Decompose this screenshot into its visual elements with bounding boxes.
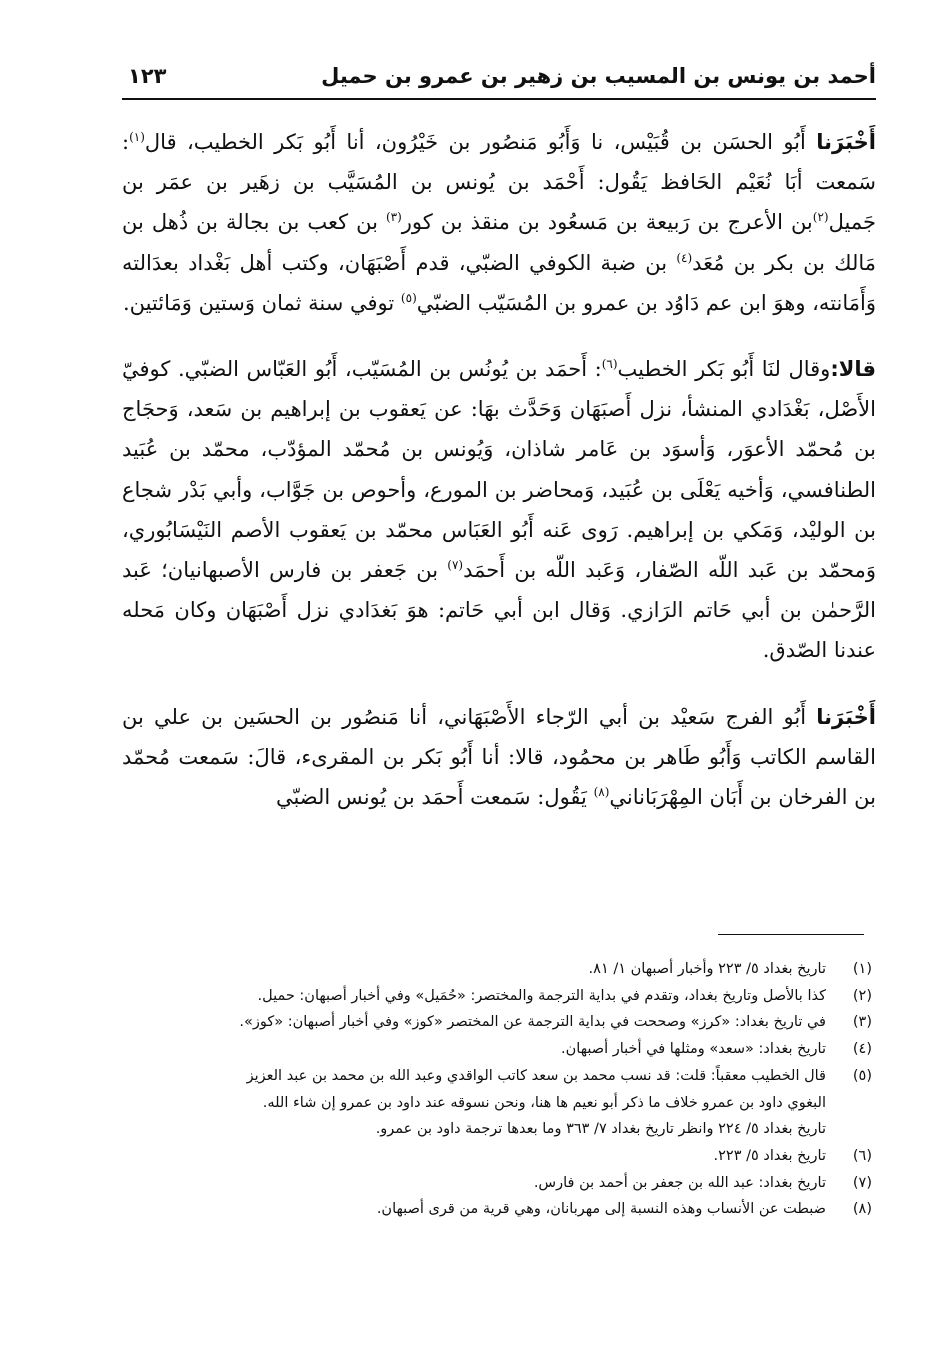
page-header	[122, 60, 876, 100]
footnote-ref: (٤)	[676, 250, 693, 265]
footnote-number: (٢)	[852, 987, 872, 1004]
footnote-number: (٤)	[852, 1041, 872, 1058]
footnote-number: (٦)	[852, 1147, 872, 1164]
footnote-1	[122, 956, 872, 983]
paragraph-text: أَبُو الحسَن بن قُبَيْس، نا وَأَبُو مَنصُور بن خَيْرُون، أنا أَبُو بَكر الخطيب، قال	[144, 130, 806, 154]
paragraph-text: أَبُو الفرج سَعيْد بن أبي الرّجاء الأَصْبَهَاني، أنا مَنصُور بن الحسَين بن علي بن القاسم الكاتب وَأَبُو طَاهر بن محمُود، قالا: أنا أَبُو بَكر بن المقرىء، قالَ: سَمعت مُحمّد بن الفرخان بن أَبَان المِهْرَبَاناني	[122, 704, 876, 810]
footnote-ref: (١)	[129, 130, 145, 144]
footnote-5	[122, 1063, 872, 1143]
footnote-text: البغوي داود بن عمرو خلاف ما ذكر أبو نعيم ها هنا، ونحن نسوقه عند داود بن عمرو إن شاء الله.	[262, 1094, 826, 1111]
footnote-divider	[718, 934, 864, 935]
footnote-text: تاريخ بغداد: «سعد» ومثلها في أخبار أصبهان.	[561, 1041, 826, 1058]
paragraph-2	[122, 349, 876, 671]
footnote-number: (١)	[852, 961, 872, 977]
footnote-number: (٣)	[852, 1014, 872, 1031]
paragraph-text: وقال لنَا أَبُو بَكر الخطيب	[617, 357, 831, 382]
footnote-7	[122, 1170, 872, 1197]
paragraph-text: بن ضبة الكوفي الضبّي، قدم أَصْبَهَان، وكتب أهل بَغْداد بعدَالته وَأَمَانته، وهوَ ابن عم دَاوُد بن عمرو بن المُسَيّب الضبّي	[122, 250, 876, 315]
footnote-ref: (٢)	[812, 210, 829, 225]
paragraph-lead: أَخْبَرَنا	[816, 704, 876, 729]
page-number: ١٢٣	[128, 64, 167, 88]
paragraph-3	[122, 697, 876, 818]
footnotes	[122, 956, 872, 1223]
footnote-number: (٥)	[852, 1067, 872, 1084]
footnote-ref: (٨)	[593, 785, 610, 800]
paragraph-1	[122, 122, 876, 323]
footnote-4	[122, 1036, 872, 1063]
footnote-text: تاريخ بغداد ٥/ ٢٢٣ وأخبار أصبهان ١/ ٨١.	[588, 961, 826, 977]
paragraph-text: بن جَعفر بن فارس الأصبهانيان؛ عَبد الرَّحمٰن بن أبي حَاتم الرَازي. وَقال ابن أبي حَاتم: هوَ بَغدَادي نزل أَصْبَهَان وكان مَحله عندنا الصّدق.	[122, 558, 876, 663]
footnote-ref: (٣)	[385, 210, 402, 225]
footnote-text: كذا بالأصل وتاريخ بغداد، وتقدم في بداية الترجمة والمختصر: «حُمَيل» وفي أخبار أصبهان: حميل.	[257, 987, 826, 1004]
footnote-number: (٨)	[852, 1201, 872, 1218]
footnote-number: (٧)	[852, 1174, 872, 1191]
paragraph-text: : أَحمَد بن يُونُس بن المُسَيّب، أَبُو العَبّاس الضبّي. كوفيّ الأَصْل، بَغْدَادي المنشأ، نزل أَصبَهَان وَحَدَّث بهَا: عن يَعقوب بن إبراهيم بن سَعد، وَحجَاج بن مُحمّد الأعوَر، وَأسوَد بن عَامر شاذان، وَيُونس بن مُحمّد المؤدّب، محمّد بن عُبَيد الطنافسي، وَأخيه يَعْلَى بن عُبَيد، وَمحاضر بن المورع، وأحوص بن جَوَّاب، وأبي بَدْر شجاع بن الوليْد، وَمَكي بن إبراهيم. رَوى عَنه أَبُو العَبَاس محمّد بن يَعقوب الأصم النَيْسَابُوري، وَمحمّد بن عَبد اللّه الصّفار، وَعَبد اللّه بن أَحمَد	[122, 357, 876, 583]
paragraph-lead: أَخْبَرَنا	[816, 130, 876, 154]
running-title: أحمد بن يونس بن المسيب بن زهير بن عمرو بن حميل	[321, 64, 876, 88]
footnote-text: ضبطت عن الأنساب وهذه النسبة إلى مهربانان، وهي قرية من قرى أصبهان.	[376, 1201, 826, 1218]
paragraph-text: : سَمعت أبَا نُعَيْم الحَافظ يَقُول: أَحْمَد بن يُونس بن المُسَيَّب بن زهَير بن عمَر بن جَميل	[122, 130, 876, 235]
main-text	[122, 122, 876, 843]
footnote-2	[122, 983, 872, 1010]
footnote-ref: (٧)	[447, 558, 464, 573]
paragraph-text: توفي سنة ثمان وَستين وَمَائتين.	[122, 290, 401, 315]
footnote-6	[122, 1143, 872, 1170]
paragraph-text: بن كعب بن بجالة بن ذُهل بن مَالك بن بكر بن مُعَد	[122, 210, 876, 275]
footnote-text: تاريخ بغداد: عبد الله بن جعفر بن أحمد بن فارس.	[533, 1174, 826, 1191]
footnote-text: قال الخطيب معقباً: قلت: قد نسب محمد بن سعد كاتب الواقدي وعبد الله بن محمد بن عبد العزيز	[246, 1067, 826, 1084]
footnote-8	[122, 1196, 872, 1223]
paragraph-lead: قالا:	[830, 357, 876, 382]
footnote-text: تاريخ بغداد ٥/ ٢٢٣.	[713, 1147, 826, 1164]
paragraph-text: بن الأعرج بن رَبيعة بن مَسعُود بن منقذ بن كور	[401, 210, 813, 235]
footnote-ref: (٥)	[400, 290, 417, 305]
footnote-ref: (٦)	[601, 357, 618, 372]
footnote-3	[122, 1009, 872, 1036]
footnote-text: في تاريخ بغداد: «كرز» وصححت في بداية الترجمة عن المختصر «كوز» وفي أخبار أصبهان: «كوز».	[239, 1014, 826, 1031]
footnote-text: تاريخ بغداد ٥/ ٢٢٤ وانظر تاريخ بغداد ٧/ ٣٦٣ وما بعدها ترجمة داود بن عمرو.	[375, 1121, 826, 1138]
paragraph-text: يَقُول: سَمعت أَحمَد بن يُونس الضبّي	[275, 785, 594, 810]
